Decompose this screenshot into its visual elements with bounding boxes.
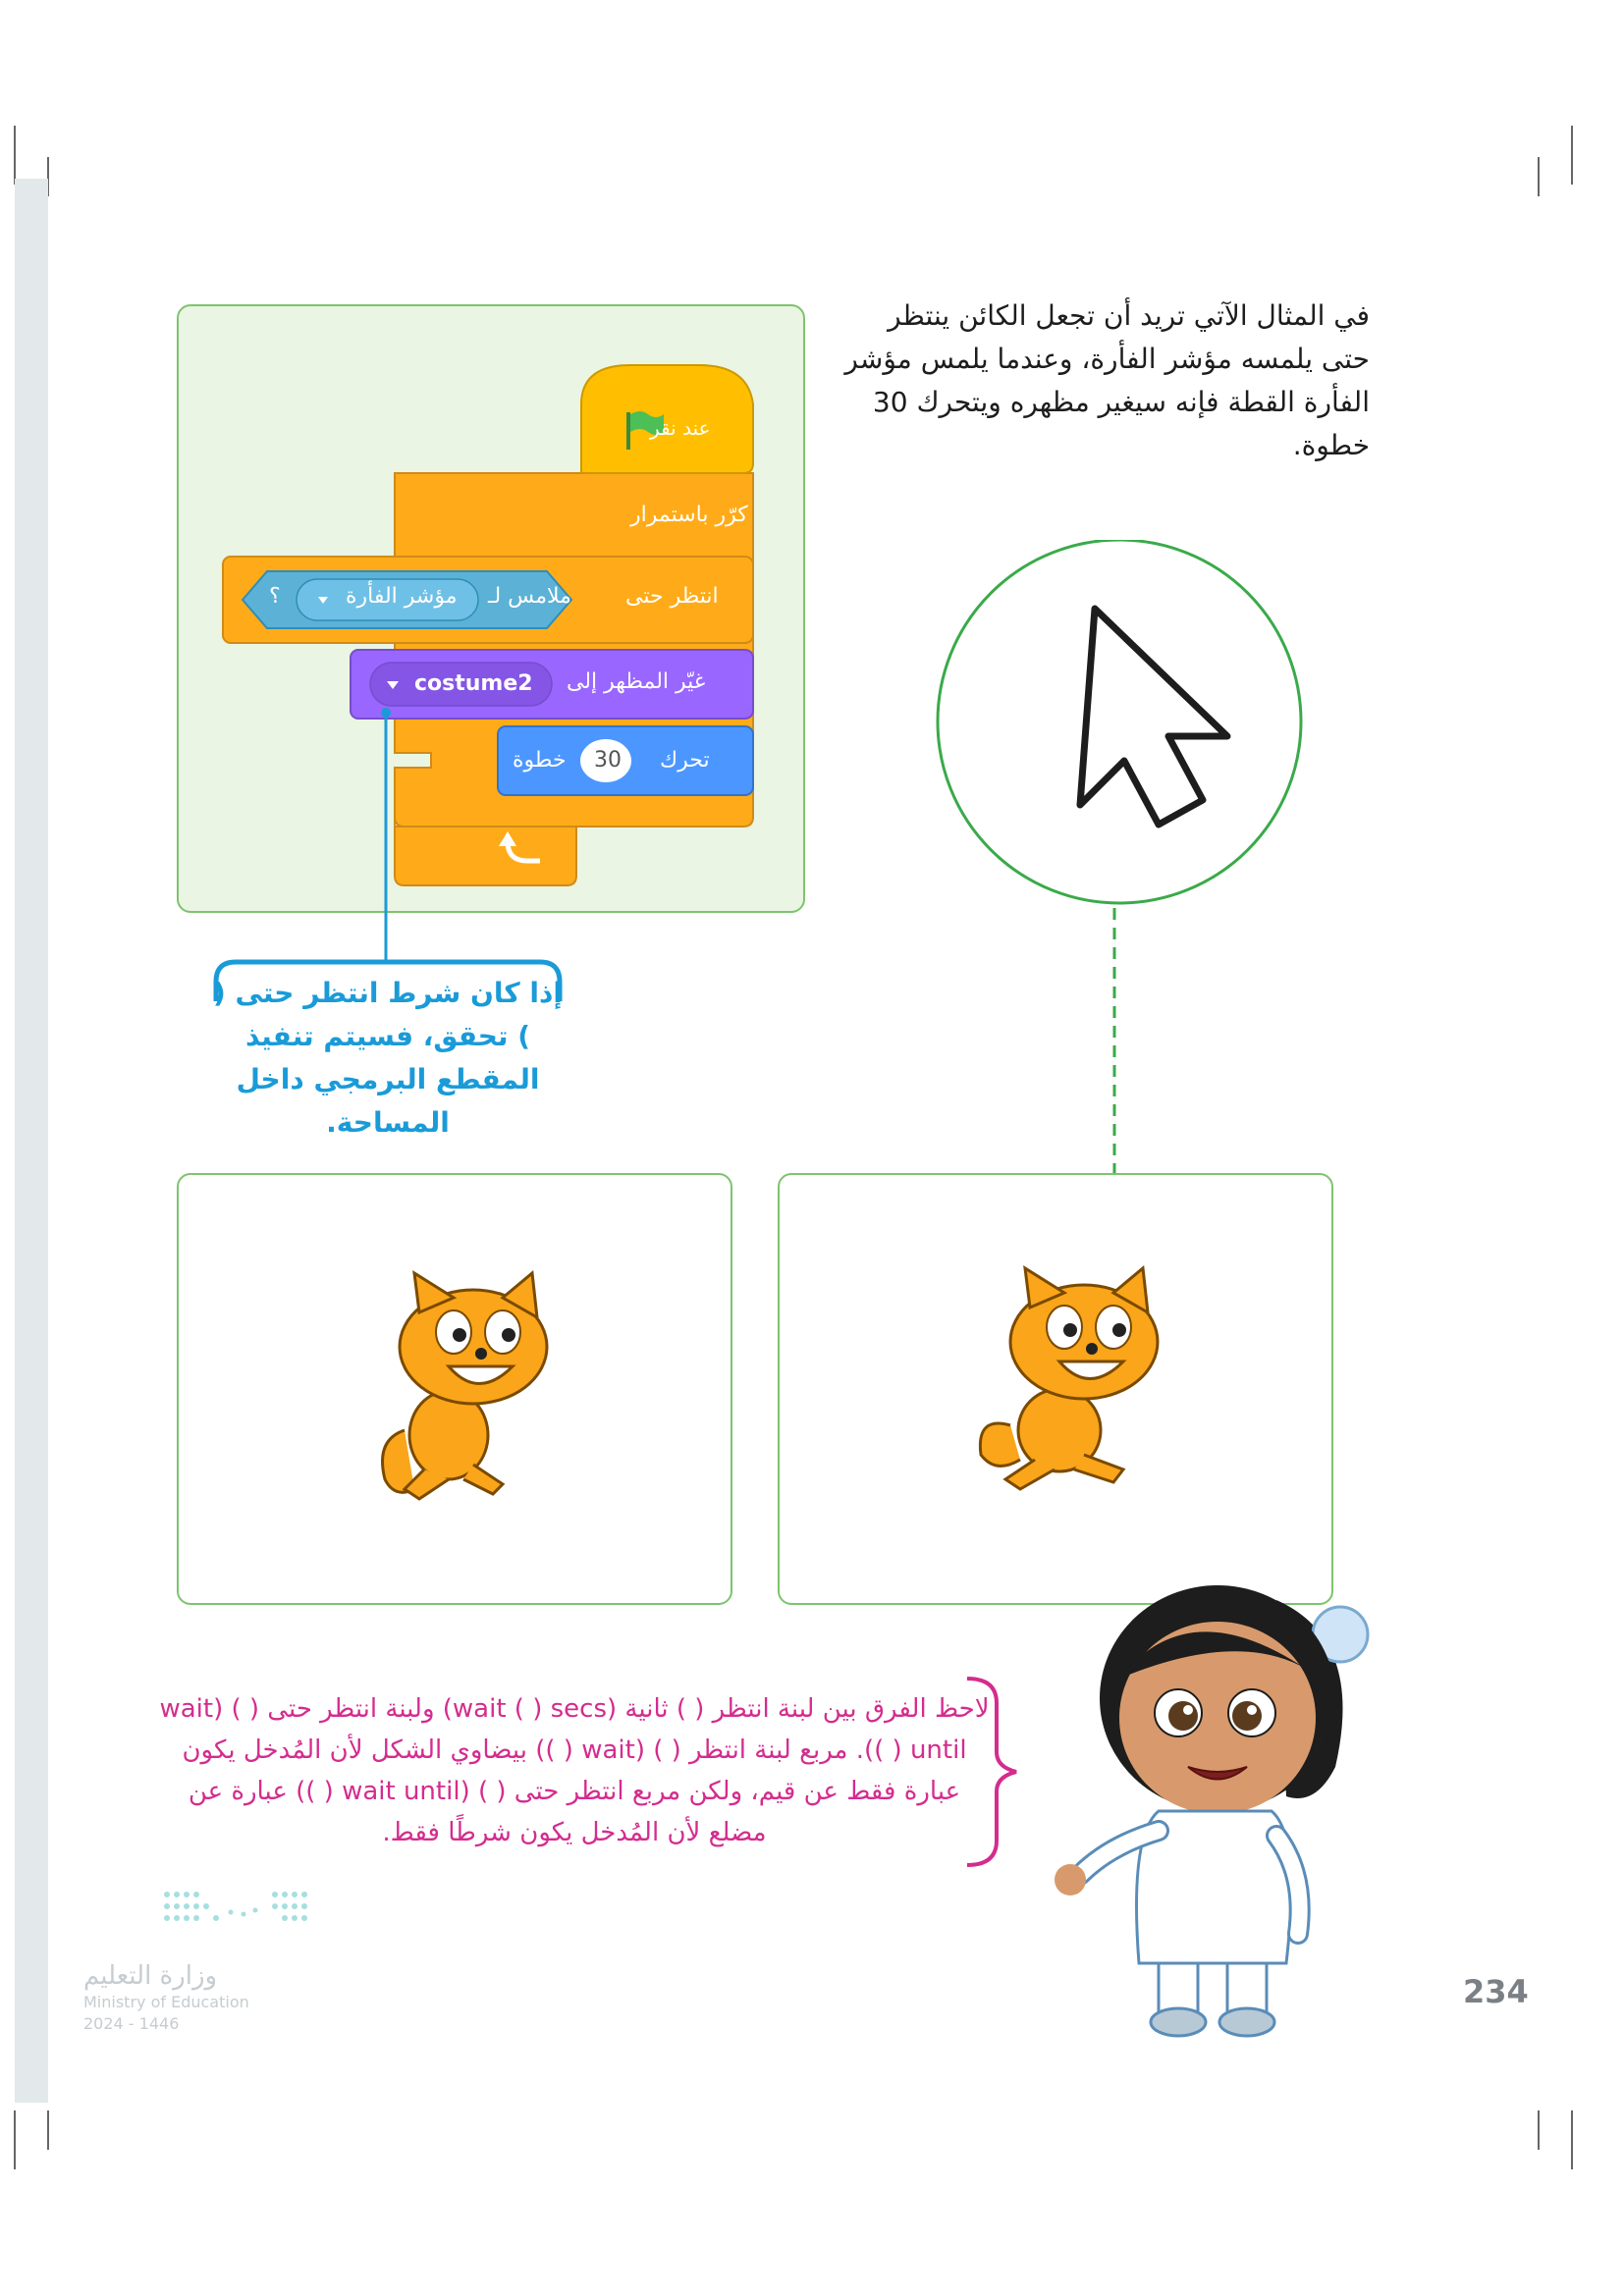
cat-sprite-costume1: [780, 1175, 1331, 1603]
wait-until-label: انتظر حتى: [625, 584, 719, 609]
side-band: [15, 179, 48, 2103]
crop-mark: [1571, 126, 1573, 185]
ministry-name-en: Ministry of Education: [83, 1993, 249, 2011]
crop-mark: [14, 2110, 16, 2169]
ministry-logo: [157, 1885, 324, 1934]
edition-year: 2024 - 1446: [83, 2014, 180, 2033]
cat-sprite-costume2: [179, 1175, 731, 1603]
page-number: 234: [1463, 1973, 1529, 2010]
ministry-name-ar: وزارة التعليم: [83, 1961, 218, 1991]
intro-paragraph: في المثال الآتي تريد أن تجعل الكائن ينتظر حتى يلمسه مؤشر الفأرة، وعندما يلمس مؤشر الفأرة القطة فإنه سيغير مظهره ويتحرك 30 خطوة.: [844, 299, 1370, 461]
touching-label: ملامس لـ: [488, 584, 571, 609]
stage-after: [778, 1173, 1333, 1605]
crop-mark: [14, 126, 16, 185]
crop-mark: [1538, 2110, 1540, 2150]
costume-value: costume2: [414, 671, 533, 696]
mouse-pointer-label: مؤشر الفأرة: [346, 584, 458, 609]
switch-costume-label: غيّر المظهر إلى: [567, 669, 706, 694]
callout-text: إذا كان شرط انتظر حتى ( ) تحقق، فسيتم تنفيذ المقطع البرمجي داخل المساحة.: [212, 977, 563, 1139]
question-mark-label: ؟: [269, 584, 281, 609]
girl-mascot-illustration: [1041, 1551, 1414, 2042]
note-text: لاحظ الفرق بين لبنة انتظر ( ) ثانية (wait ( ) secs) ولبنة انتظر حتى ( ) (wait until ( )). مربع لبنة انتظر ( ) (wait ( )) بيضاوي الشكل لأن المُدخل يكون عبارة فقط عن قيم، ولكن مربع انتظر حتى ( ) (wait until ( )) عبارة عن مضلع لأن المُدخل يكون شرطًا فقط.: [159, 1694, 990, 1847]
crop-mark: [1538, 157, 1540, 196]
stage-before: [177, 1173, 732, 1605]
crop-mark: [47, 2110, 49, 2150]
crop-mark: [1571, 2110, 1573, 2169]
move-label: تحرك: [660, 748, 710, 773]
steps-label: خطوة: [513, 748, 567, 773]
steps-value: 30: [594, 748, 622, 773]
forever-label: كرّر باستمرار: [630, 503, 748, 527]
mouse-pointer-illustration: [933, 540, 1345, 1276]
when-flag-label: عند نقر: [650, 416, 711, 440]
